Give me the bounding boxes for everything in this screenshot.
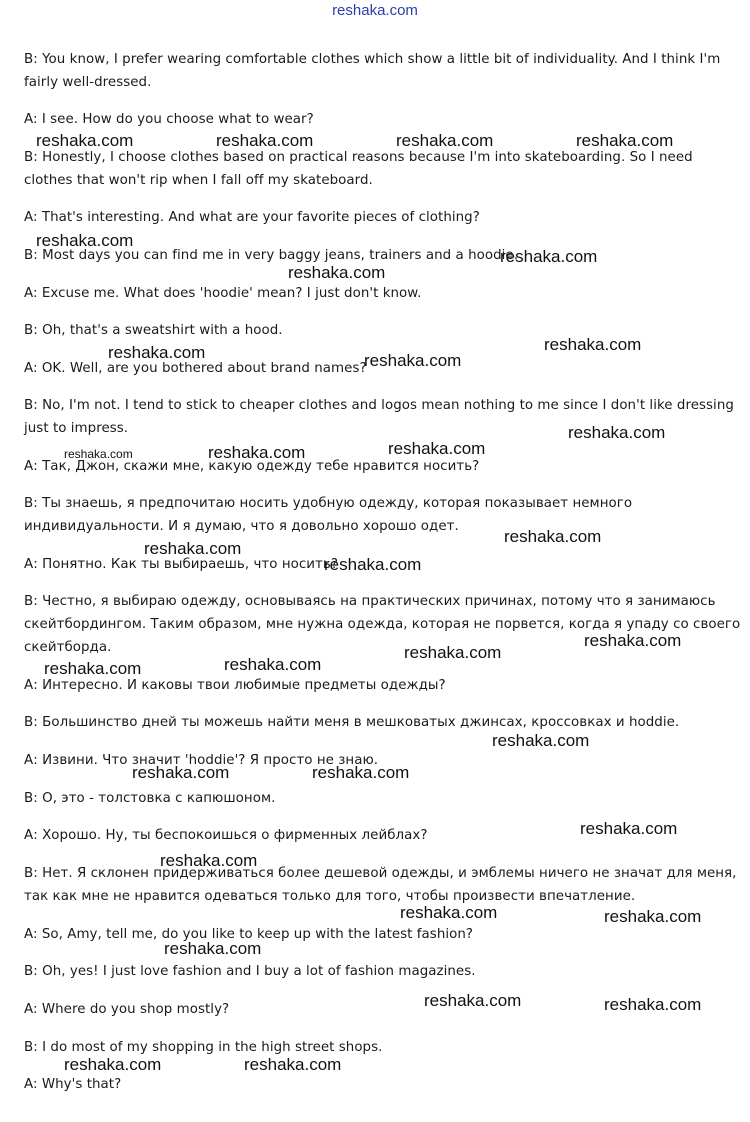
dialogue-line: индивидуальности. И я думаю, что я довольно хорошо одет.	[24, 519, 459, 534]
dialogue-line: А: Извини. Что значит 'hoddie'? Я просто не знаю.	[24, 753, 379, 768]
dialogue-line: А: Хорошо. Ну, ты беспокоишься о фирменных лейблах?	[24, 828, 428, 843]
watermark: reshaka.com	[500, 247, 598, 266]
dialogue-line: A: That's interesting. And what are your favorite pieces of clothing?	[24, 210, 480, 225]
watermark: reshaka.com	[388, 439, 486, 458]
dialogue-line: В: О, это - толстовка с капюшоном.	[24, 791, 276, 806]
watermark: reshaka.com	[64, 447, 133, 461]
watermark: reshaka.com	[164, 939, 262, 958]
dialogue-line: just to impress.	[24, 421, 129, 436]
watermark: reshaka.com	[216, 131, 314, 150]
watermark: reshaka.com	[424, 991, 522, 1010]
watermark: reshaka.com	[244, 1055, 342, 1074]
watermark: reshaka.com	[604, 995, 702, 1014]
dialogue-line: fairly well-dressed.	[24, 75, 152, 90]
dialogue-line: clothes that won't rip when I fall off my skateboard.	[24, 173, 373, 188]
watermark: reshaka.com	[364, 351, 462, 370]
watermark: reshaka.com	[108, 343, 206, 362]
watermark: reshaka.com	[576, 131, 674, 150]
dialogue-line: А: Понятно. Как ты выбираешь, что носить?	[24, 557, 338, 572]
watermark: reshaka.com	[400, 903, 498, 922]
dialogue-line: B: No, I'm not. I tend to stick to cheaper clothes and logos mean nothing to me since I don't like dressing	[24, 398, 734, 413]
watermark: reshaka.com	[36, 231, 134, 250]
site-header-link[interactable]: reshaka.com	[332, 2, 418, 19]
watermark: reshaka.com	[288, 263, 386, 282]
dialogue-line: В: Честно, я выбираю одежду, основываясь на практических причинах, потому что я занимаюсь	[24, 594, 716, 609]
watermark: reshaka.com	[208, 443, 306, 462]
watermark: reshaka.com	[580, 819, 678, 838]
watermark: reshaka.com	[36, 131, 134, 150]
watermark: reshaka.com	[312, 763, 410, 782]
dialogue-line: так как мне не нравится одеваться только для того, чтобы произвести впечатление.	[24, 889, 636, 904]
dialogue-line: B: Honestly, I choose clothes based on practical reasons because I'm into skateboarding. So I need	[24, 150, 693, 165]
watermark: reshaka.com	[324, 555, 422, 574]
dialogue-line: A: Where do you shop mostly?	[24, 1002, 230, 1017]
dialogue-line: B: Most days you can find me in very baggy jeans, trainers and a hoodie.	[24, 248, 519, 263]
watermark: reshaka.com	[404, 643, 502, 662]
dialogue-line: скейтборда.	[24, 640, 112, 655]
dialogue-line: A: So, Amy, tell me, do you like to keep up with the latest fashion?	[24, 927, 474, 942]
dialogue-line: A: Why's that?	[24, 1077, 122, 1092]
watermark: reshaka.com	[568, 423, 666, 442]
dialogue-line: B: Oh, that's a sweatshirt with a hood.	[24, 323, 283, 338]
dialogue-line: B: I do most of my shopping in the high street shops.	[24, 1040, 383, 1055]
dialogue-line: B: You know, I prefer wearing comfortable clothes which show a little bit of individuality. And I think I'm	[24, 52, 721, 67]
watermark: reshaka.com	[160, 851, 258, 870]
dialogue-line: A: OK. Well, are you bothered about brand names?	[24, 361, 367, 376]
dialogue-line: В: Ты знаешь, я предпочитаю носить удобную одежду, которая показывает немного	[24, 496, 633, 511]
watermark: reshaka.com	[584, 631, 682, 650]
watermark: reshaka.com	[544, 335, 642, 354]
watermark: reshaka.com	[144, 539, 242, 558]
dialogue-line: A: Excuse me. What does 'hoodie' mean? I just don't know.	[24, 286, 422, 301]
dialogue-line: В: Большинство дней ты можешь найти меня в мешковатых джинсах, кроссовках и hoddie.	[24, 715, 680, 730]
watermark: reshaka.com	[504, 527, 602, 546]
watermark: reshaka.com	[224, 655, 322, 674]
dialogue-line: А: Так, Джон, скажи мне, какую одежду тебе нравится носить?	[24, 459, 480, 474]
dialogue-line: B: Oh, yes! I just love fashion and I buy a lot of fashion magazines.	[24, 964, 476, 979]
watermark: reshaka.com	[604, 907, 702, 926]
watermark: reshaka.com	[44, 659, 142, 678]
watermark: reshaka.com	[492, 731, 590, 750]
dialogue-line: А: Интересно. И каковы твои любимые предметы одежды?	[24, 678, 446, 693]
watermark: reshaka.com	[64, 1055, 162, 1074]
dialogue-line: A: I see. How do you choose what to wear?	[24, 112, 314, 127]
dialogue-line: скейтбордингом. Таким образом, мне нужна одежда, которая не порвется, когда я упаду со своего	[24, 617, 741, 632]
watermark: reshaka.com	[132, 763, 230, 782]
watermark: reshaka.com	[396, 131, 494, 150]
dialogue-line: В: Нет. Я склонен придерживаться более дешевой одежды, и эмблемы ничего не значат для меня,	[24, 866, 737, 881]
